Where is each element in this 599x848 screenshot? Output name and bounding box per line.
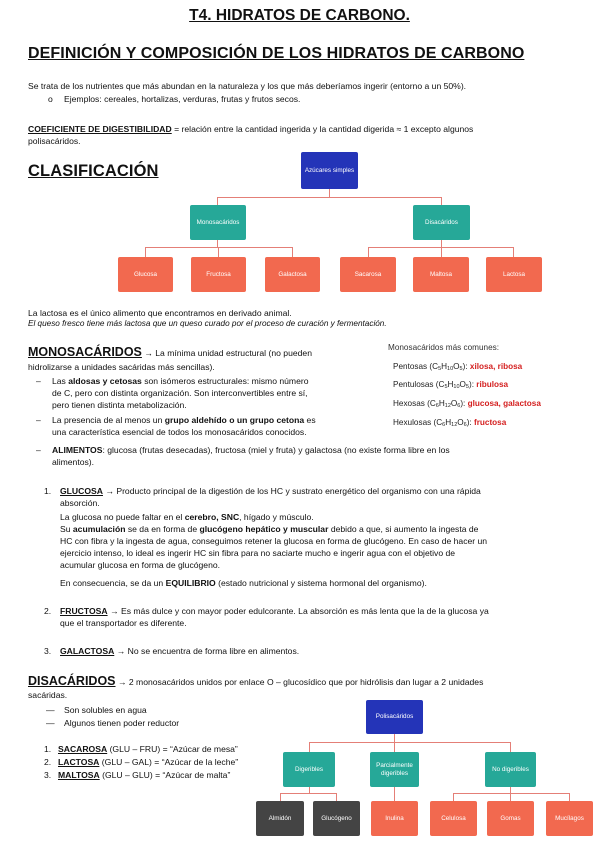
definicion-text: Se trata de los nutrientes que más abundan en la naturaleza y los que más deberíamos ingerir (entorno a un 50%). bbox=[28, 81, 467, 91]
node-mucilagos: Mucílagos bbox=[546, 801, 593, 836]
side-row bbox=[393, 380, 508, 390]
connector bbox=[441, 247, 442, 257]
text: → Es más dulce y con mayor poder edulcorante. La absorción es más lenta que la de la glucosa ya bbox=[107, 606, 489, 616]
text: H bbox=[438, 399, 445, 408]
glucosa-line-3 bbox=[60, 511, 314, 523]
connector bbox=[394, 787, 395, 801]
node-digeribles: Digeribles bbox=[283, 752, 335, 787]
text-bold: cerebro, SNC bbox=[184, 512, 240, 522]
node-maltosa: Maltosa bbox=[413, 257, 469, 292]
glucosa-term: GLUCOSA bbox=[60, 486, 103, 496]
node-no-digeribles: No digeribles bbox=[485, 752, 536, 787]
disacaridos-intro bbox=[28, 675, 483, 688]
bullet-alimentos-2: alimentos). bbox=[52, 457, 95, 467]
connector bbox=[145, 247, 146, 257]
clasificacion-note-1: La lactosa es el único alimento que encontramos en derivado animal. bbox=[28, 308, 292, 318]
connector bbox=[510, 742, 511, 752]
glucosa-line-8 bbox=[60, 577, 427, 589]
text-bold: glucógeno hepático y muscular bbox=[199, 524, 329, 534]
node-disacaridos: Disacáridos bbox=[413, 205, 470, 240]
text: H bbox=[445, 418, 452, 427]
coeficiente-line bbox=[28, 123, 473, 135]
text: O bbox=[457, 418, 464, 427]
monosacaridos-intro bbox=[28, 346, 312, 359]
text: 5 bbox=[459, 366, 463, 372]
monosacaridos-intro-text: → La mínima unidad estructural (no pueden bbox=[141, 348, 312, 358]
fructosa-line-2: que el transportador es diferente. bbox=[60, 618, 187, 628]
text: 6 bbox=[442, 422, 446, 428]
text-bold: acumulación bbox=[72, 524, 126, 534]
text: , hígado y músculo. bbox=[239, 512, 314, 522]
galactosa-term: GALACTOSA bbox=[60, 646, 115, 656]
text: H bbox=[447, 380, 454, 389]
list-num: 2. bbox=[44, 757, 52, 767]
text: : glucosa (frutas desecadas), fructosa (miel y fruta) y galactosa (no existe forma libre en los bbox=[102, 445, 450, 455]
text: Hexulosas (C bbox=[393, 418, 443, 427]
text: 5 bbox=[438, 366, 442, 372]
dash-bullet: – bbox=[36, 415, 41, 425]
glucosa-line-4 bbox=[60, 523, 478, 535]
dash-bullet: – bbox=[36, 445, 41, 455]
glucosa-line-2: absorción. bbox=[60, 498, 100, 508]
connector bbox=[513, 247, 514, 257]
node-gomas: Gomas bbox=[487, 801, 534, 836]
list-item-lactosa bbox=[58, 756, 238, 768]
bullet-aldosas-3: pero tienen distinta metabolización. bbox=[52, 400, 187, 410]
bullet-grupo bbox=[52, 414, 316, 426]
text: ): bbox=[462, 362, 470, 371]
dash-bullet: — bbox=[46, 705, 55, 715]
fructosa-line-1 bbox=[60, 605, 489, 617]
connector bbox=[309, 742, 511, 743]
node-almidon: Almidón bbox=[256, 801, 304, 836]
side-row bbox=[393, 399, 541, 409]
glucosa-line-5: HC con fibra y la ingesta de agua, conseguimos retener la glucosa en forma de glucógeno. En caso de hacer un bbox=[60, 536, 488, 546]
connector bbox=[218, 247, 219, 257]
text: O bbox=[453, 362, 460, 371]
bullet-aldosas-2: de C, pero con distinta organización. Son interconvertibles entre sí, bbox=[52, 388, 308, 398]
text: Las bbox=[52, 376, 69, 386]
text: → Producto principal de la digestión de los HC y sustrato energético del organismo con una rápida bbox=[102, 486, 481, 496]
text: Su bbox=[60, 524, 73, 534]
text-bold: MALTOSA bbox=[58, 770, 100, 780]
disacaridos-heading: DISACÁRIDOS bbox=[28, 674, 116, 688]
monosacaridos-heading: MONOSACÁRIDOS bbox=[28, 345, 142, 359]
highlight-text: fructosa bbox=[473, 418, 507, 427]
text: es bbox=[304, 415, 316, 425]
galactosa-line-1 bbox=[60, 645, 299, 657]
text: (GLU – GAL) = “Azúcar de la leche” bbox=[99, 757, 239, 767]
text-bold: EQUILIBRIO bbox=[165, 578, 216, 588]
node-lactosa: Lactosa bbox=[486, 257, 542, 292]
bullet-aldosas bbox=[52, 375, 309, 387]
text: O bbox=[450, 399, 458, 408]
node-azucares-simples: Azúcares simples bbox=[301, 152, 358, 189]
text: 10 bbox=[447, 366, 454, 372]
text: (GLU – FRU) = “Azúcar de mesa” bbox=[107, 744, 238, 754]
highlight-text: xilosa, ribosa bbox=[469, 362, 523, 371]
glucosa-line-6: ejercicio intenso, lo ideal es ingerir HC sin fibra para no saciarte mucho e ingerir agua con el objetivo de bbox=[60, 548, 456, 558]
text: 12 bbox=[451, 422, 458, 428]
coeficiente-text: = relación entre la cantidad ingerida y la cantidad digerida ≈ 1 excepto algunos bbox=[171, 124, 474, 134]
disacaridos-bullet-2: Algunos tienen poder reductor bbox=[64, 718, 180, 728]
text: Pentulosas (C bbox=[393, 380, 445, 389]
connector bbox=[453, 793, 454, 801]
bullet-grupo-2: una característica esencial de todos los monosacáridos conocidos. bbox=[52, 427, 307, 437]
text: (GLU – GLU) = “Azúcar de malta” bbox=[99, 770, 231, 780]
node-parcialmente-digeribles: Parcialmente digeribles bbox=[370, 752, 419, 787]
text: Hexosas (C bbox=[393, 399, 436, 408]
glucosa-num: 1. bbox=[44, 486, 52, 496]
text: En consecuencia, se da un bbox=[60, 578, 166, 588]
text-bold: SACAROSA bbox=[58, 744, 108, 754]
highlight-text: glucosa, galactosa bbox=[467, 399, 541, 408]
side-row bbox=[393, 362, 522, 372]
list-num: 1. bbox=[44, 744, 52, 754]
monosacaridos-intro-2: hidrolizarse a unidades sacáridas más sencillas). bbox=[28, 362, 215, 372]
connector bbox=[368, 247, 369, 257]
text-bold: aldosas y cetosas bbox=[68, 376, 142, 386]
fructosa-term: FRUCTOSA bbox=[60, 606, 108, 616]
galactosa-num: 3. bbox=[44, 646, 52, 656]
connector bbox=[336, 793, 337, 801]
glucosa-line-7: acumular glucosa en forma de glucógeno. bbox=[60, 560, 221, 570]
definicion-example: Ejemplos: cereales, hortalizas, verduras, frutas y frutos secos. bbox=[64, 94, 301, 104]
text: ): bbox=[468, 380, 477, 389]
connector bbox=[280, 793, 281, 801]
list-item-sacarosa bbox=[58, 743, 238, 755]
text: se da en forma de bbox=[125, 524, 200, 534]
node-monosacaridos: Monosacáridos bbox=[190, 205, 246, 240]
node-glucogeno: Glucógeno bbox=[313, 801, 360, 836]
connector bbox=[441, 197, 442, 205]
example-bullet: o bbox=[48, 94, 53, 104]
text: 6 bbox=[435, 403, 439, 409]
connector bbox=[569, 793, 570, 801]
clasificacion-heading: CLASIFICACIÓN bbox=[28, 162, 159, 180]
connector bbox=[394, 742, 395, 752]
node-polisacaridos: Polisacáridos bbox=[366, 700, 423, 734]
side-title: Monosacáridos más comunes: bbox=[388, 343, 500, 352]
text: debido a que, si aumento la ingesta de bbox=[328, 524, 479, 534]
clasificacion-note-2: El queso fresco tiene más lactosa que un queso curado por el proceso de curación y fermentación. bbox=[28, 319, 387, 328]
dash-bullet: — bbox=[46, 718, 55, 728]
connector bbox=[217, 197, 442, 198]
list-num: 3. bbox=[44, 770, 52, 780]
text: H bbox=[441, 362, 448, 371]
text: 10 bbox=[453, 384, 460, 390]
text: 6 bbox=[457, 403, 461, 409]
node-sacarosa: Sacarosa bbox=[340, 257, 396, 292]
node-celulosa: Celulosa bbox=[430, 801, 477, 836]
text: La glucosa no puede faltar en el bbox=[60, 512, 185, 522]
connector bbox=[453, 793, 570, 794]
text: son isómeros estructurales: mismo número bbox=[141, 376, 309, 386]
connector bbox=[145, 247, 293, 248]
disacaridos-bullet-1: Son solubles en agua bbox=[64, 705, 147, 715]
text: 5 bbox=[444, 384, 448, 390]
text: 5 bbox=[465, 384, 469, 390]
text-bold: ALIMENTOS bbox=[52, 445, 103, 455]
definicion-heading: DEFINICIÓN Y COMPOSICIÓN DE LOS HIDRATOS DE CARBONO bbox=[28, 45, 525, 62]
text: La presencia de al menos un bbox=[52, 415, 165, 425]
highlight-text: ribulosa bbox=[476, 380, 509, 389]
coeficiente-text-2: polisacáridos. bbox=[28, 136, 81, 146]
text-bold: LACTOSA bbox=[58, 757, 100, 767]
text: 12 bbox=[444, 403, 451, 409]
disacaridos-intro-2: sacáridas. bbox=[28, 690, 68, 700]
text: O bbox=[459, 380, 466, 389]
text: (estado nutricional y sistema hormonal del organismo). bbox=[215, 578, 427, 588]
connector bbox=[292, 247, 293, 257]
text: ): bbox=[460, 399, 468, 408]
text: → No se encuentra de forma libre en alimentos. bbox=[114, 646, 300, 656]
text-bold: grupo aldehído o un grupo cetona bbox=[164, 415, 305, 425]
text: 6 bbox=[463, 422, 467, 428]
side-row bbox=[393, 418, 506, 428]
connector bbox=[309, 742, 310, 752]
glucosa-line-1 bbox=[60, 485, 481, 497]
bullet-alimentos bbox=[52, 444, 450, 456]
dash-bullet: – bbox=[36, 376, 41, 386]
connector bbox=[510, 793, 511, 801]
connector bbox=[217, 197, 218, 205]
node-inulina: Inulina bbox=[371, 801, 418, 836]
node-fructosa: Fructosa bbox=[191, 257, 246, 292]
node-galactosa: Galactosa bbox=[265, 257, 320, 292]
text: Pentosas (C bbox=[393, 362, 439, 371]
coeficiente-term: COEFICIENTE DE DIGESTIBILIDAD bbox=[28, 124, 172, 134]
list-item-maltosa bbox=[58, 769, 230, 781]
disacaridos-intro-text: → 2 monosacáridos unidos por enlace O – glucosídico que por hidrólisis dan lugar a 2 unidades bbox=[115, 677, 484, 687]
page-title: T4. HIDRATOS DE CARBONO. bbox=[189, 7, 410, 24]
fructosa-num: 2. bbox=[44, 606, 52, 616]
node-glucosa: Glucosa bbox=[118, 257, 173, 292]
connector bbox=[280, 793, 337, 794]
text: ): bbox=[466, 418, 474, 427]
